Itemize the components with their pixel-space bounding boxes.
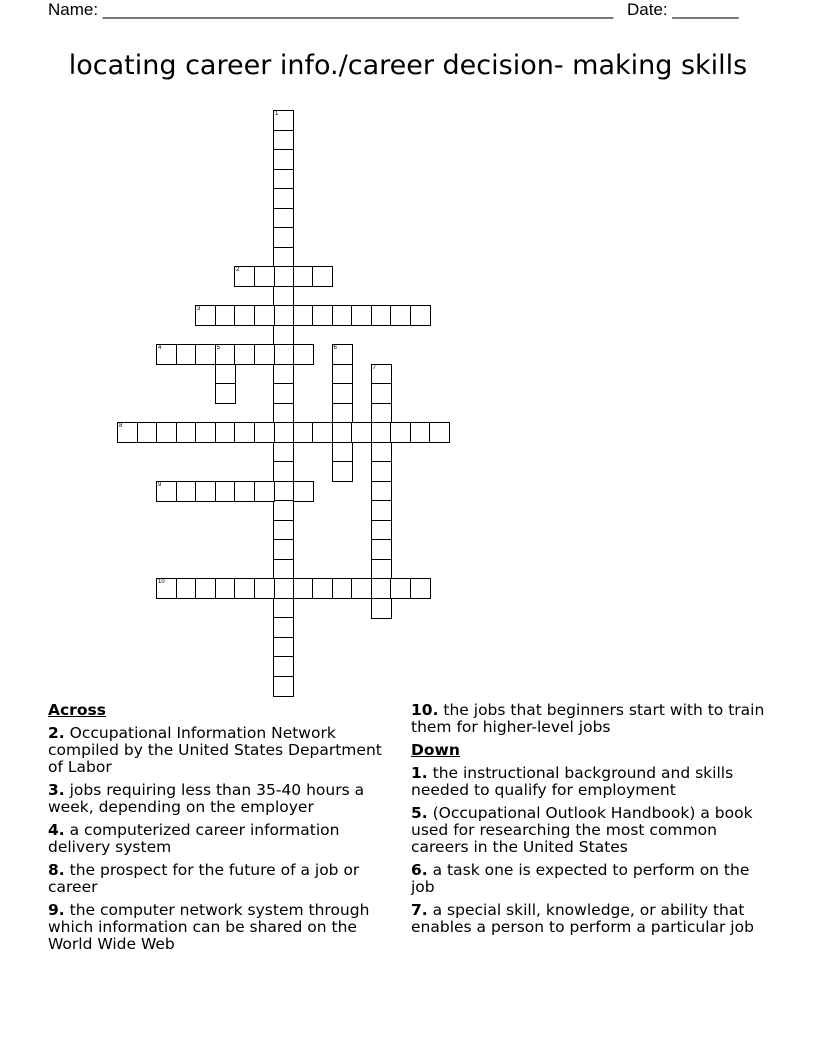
grid-cell[interactable] bbox=[273, 403, 294, 424]
grid-cell[interactable] bbox=[215, 344, 236, 365]
grid-cell[interactable] bbox=[293, 422, 314, 443]
grid-cell[interactable] bbox=[234, 481, 255, 502]
grid-cell[interactable] bbox=[215, 481, 236, 502]
clue-text: (Occupational Outlook Handbook) a book used for researching the most common careers in the United States bbox=[411, 804, 753, 856]
grid-cell[interactable] bbox=[273, 598, 294, 619]
across-heading: Across bbox=[48, 701, 106, 719]
grid-cell[interactable] bbox=[215, 578, 236, 599]
grid-cell[interactable] bbox=[273, 266, 294, 287]
cell-number: 1 bbox=[275, 111, 279, 117]
puzzle-title: locating career info./career decision- making skills bbox=[68, 50, 748, 81]
clue-down-7 bbox=[411, 902, 771, 936]
clue-number: 7. bbox=[411, 901, 428, 919]
grid-cell[interactable] bbox=[215, 422, 236, 443]
clue-text: the jobs that beginners start with to train them for higher-level jobs bbox=[411, 701, 765, 736]
grid-cell[interactable] bbox=[273, 208, 294, 229]
clue-number: 4. bbox=[48, 821, 65, 839]
cell-number: 9 bbox=[158, 481, 162, 488]
grid-cell[interactable] bbox=[273, 676, 294, 697]
grid-cell[interactable] bbox=[351, 422, 372, 443]
grid-cell[interactable] bbox=[371, 520, 392, 541]
clue-across-9 bbox=[48, 902, 398, 953]
clue-across-10 bbox=[411, 702, 771, 736]
clue-text: the instructional background and skills needed to qualify for employment bbox=[411, 764, 734, 799]
grid-cell[interactable] bbox=[293, 481, 314, 502]
grid-cell[interactable] bbox=[156, 481, 177, 502]
grid-cell[interactable] bbox=[410, 305, 431, 326]
grid-cell[interactable] bbox=[254, 266, 275, 287]
grid-cell[interactable] bbox=[332, 403, 353, 424]
clue-across-3 bbox=[48, 782, 398, 816]
grid-cell[interactable] bbox=[332, 364, 353, 385]
grid-cell[interactable] bbox=[215, 364, 236, 385]
grid-cell[interactable] bbox=[273, 500, 294, 521]
clue-across-2 bbox=[48, 725, 398, 776]
grid-cell[interactable] bbox=[371, 500, 392, 521]
grid-cell[interactable] bbox=[390, 578, 411, 599]
clue-text: the prospect for the future of a job or career bbox=[48, 861, 360, 896]
grid-cell[interactable] bbox=[215, 305, 236, 326]
grid-cell[interactable] bbox=[371, 442, 392, 463]
grid-cell[interactable] bbox=[293, 266, 314, 287]
grid-cell[interactable] bbox=[176, 422, 197, 443]
grid-cell[interactable] bbox=[273, 539, 294, 560]
grid-cell[interactable] bbox=[254, 305, 275, 326]
clue-text: the computer network system through which information can be shared on the World Wide Web bbox=[48, 901, 370, 953]
grid-cell[interactable] bbox=[332, 422, 353, 443]
clue-number: 2. bbox=[48, 724, 65, 742]
cell-number: 10 bbox=[158, 579, 165, 585]
grid-cell[interactable] bbox=[293, 344, 314, 365]
grid-cell[interactable] bbox=[429, 422, 450, 443]
clue-down-6 bbox=[411, 862, 771, 896]
clue-text: Occupational Information Network compiled by the United States Department of Labor bbox=[48, 724, 382, 776]
grid-cell[interactable] bbox=[254, 422, 275, 443]
clue-number: 1. bbox=[411, 764, 428, 782]
clue-down-5 bbox=[411, 805, 771, 856]
grid-cell[interactable] bbox=[312, 305, 333, 326]
grid-cell[interactable] bbox=[273, 578, 294, 599]
grid-cell[interactable] bbox=[371, 598, 392, 619]
grid-cell[interactable] bbox=[273, 559, 294, 580]
grid-cell[interactable] bbox=[371, 305, 392, 326]
grid-cell[interactable] bbox=[332, 305, 353, 326]
grid-cell[interactable] bbox=[195, 481, 216, 502]
grid-cell[interactable] bbox=[156, 422, 177, 443]
grid-cell[interactable] bbox=[273, 110, 294, 131]
grid-cell[interactable] bbox=[371, 403, 392, 424]
grid-cell[interactable] bbox=[273, 520, 294, 541]
grid-cell[interactable] bbox=[371, 578, 392, 599]
grid-cell[interactable] bbox=[332, 461, 353, 482]
clue-down-1 bbox=[411, 765, 771, 799]
clue-number: 6. bbox=[411, 861, 428, 879]
grid-cell[interactable] bbox=[410, 422, 431, 443]
clue-text: a computerized career information delivery system bbox=[48, 821, 340, 856]
grid-cell[interactable] bbox=[332, 442, 353, 463]
grid-cell[interactable] bbox=[332, 578, 353, 599]
grid-cell[interactable] bbox=[273, 344, 294, 365]
clue-across-4 bbox=[48, 822, 398, 856]
clue-number: 9. bbox=[48, 901, 65, 919]
grid-cell[interactable] bbox=[137, 422, 158, 443]
grid-cell[interactable] bbox=[273, 383, 294, 404]
grid-cell[interactable] bbox=[234, 305, 255, 326]
grid-cell[interactable] bbox=[195, 344, 216, 365]
grid-cell[interactable] bbox=[176, 344, 197, 365]
grid-cell[interactable] bbox=[273, 656, 294, 677]
cell-number: 5 bbox=[216, 345, 220, 351]
down-heading: Down bbox=[411, 741, 460, 759]
grid-cell[interactable] bbox=[371, 559, 392, 580]
grid-cell[interactable] bbox=[351, 578, 372, 599]
grid-cell[interactable] bbox=[410, 578, 431, 599]
grid-cell[interactable] bbox=[234, 344, 255, 365]
grid-cell[interactable] bbox=[273, 188, 294, 209]
grid-cell[interactable] bbox=[273, 325, 294, 346]
grid-cell[interactable] bbox=[312, 578, 333, 599]
grid-cell[interactable] bbox=[371, 364, 392, 385]
cell-number: 6 bbox=[333, 345, 337, 351]
grid-cell[interactable] bbox=[273, 247, 294, 268]
grid-cell[interactable] bbox=[371, 539, 392, 560]
grid-cell[interactable] bbox=[273, 637, 294, 658]
clue-number: 5. bbox=[411, 804, 428, 822]
grid-cell[interactable] bbox=[215, 383, 236, 404]
name-field-line: Name: ______________________________________________________ bbox=[48, 0, 614, 19]
grid-cell[interactable] bbox=[273, 130, 294, 151]
cell-number: 4 bbox=[158, 345, 162, 351]
clues-column-right bbox=[411, 702, 771, 942]
grid-cell[interactable] bbox=[273, 442, 294, 463]
grid-cell[interactable] bbox=[176, 578, 197, 599]
grid-cell[interactable] bbox=[273, 461, 294, 482]
grid-cell[interactable] bbox=[156, 344, 177, 365]
clue-text: a task one is expected to perform on the job bbox=[411, 861, 750, 896]
clue-text: a special skill, knowledge, or ability that enables a person to perform a particular job bbox=[411, 901, 754, 936]
grid-cell[interactable] bbox=[273, 422, 294, 443]
clue-number: 8. bbox=[48, 861, 65, 879]
grid-cell[interactable] bbox=[254, 578, 275, 599]
grid-cell[interactable] bbox=[234, 578, 255, 599]
cell-number: 7 bbox=[372, 364, 376, 371]
cell-number: 3 bbox=[197, 306, 201, 312]
grid-cell[interactable] bbox=[195, 422, 216, 443]
clues-column-left bbox=[48, 702, 398, 959]
grid-cell[interactable] bbox=[332, 344, 353, 365]
clue-number: 10. bbox=[411, 701, 439, 719]
grid-cell[interactable] bbox=[371, 461, 392, 482]
grid-cell[interactable] bbox=[273, 305, 294, 326]
grid-cell[interactable] bbox=[156, 578, 177, 599]
grid-cell[interactable] bbox=[234, 266, 255, 287]
grid-cell[interactable] bbox=[195, 305, 216, 326]
grid-cell[interactable] bbox=[234, 422, 255, 443]
grid-cell[interactable] bbox=[195, 578, 216, 599]
grid-cell[interactable] bbox=[254, 344, 275, 365]
grid-cell[interactable] bbox=[273, 481, 294, 502]
cell-number: 2 bbox=[236, 267, 240, 273]
grid-cell[interactable] bbox=[273, 286, 294, 307]
grid-cell[interactable] bbox=[332, 383, 353, 404]
grid-cell[interactable] bbox=[273, 149, 294, 170]
grid-cell[interactable] bbox=[351, 305, 372, 326]
grid-cell[interactable] bbox=[371, 422, 392, 443]
grid-cell[interactable] bbox=[371, 481, 392, 502]
grid-cell[interactable] bbox=[273, 364, 294, 385]
grid-cell[interactable] bbox=[312, 266, 333, 287]
grid-cell[interactable] bbox=[390, 305, 411, 326]
grid-cell[interactable] bbox=[117, 422, 138, 443]
clue-text: jobs requiring less than 35-40 hours a week, depending on the employer bbox=[48, 781, 365, 816]
grid-cell[interactable] bbox=[254, 481, 275, 502]
grid-cell[interactable] bbox=[273, 617, 294, 638]
grid-cell[interactable] bbox=[371, 383, 392, 404]
grid-cell[interactable] bbox=[293, 305, 314, 326]
grid-cell[interactable] bbox=[312, 422, 333, 443]
clue-number: 3. bbox=[48, 781, 65, 799]
clue-across-8 bbox=[48, 862, 398, 896]
grid-cell[interactable] bbox=[176, 481, 197, 502]
grid-cell[interactable] bbox=[273, 169, 294, 190]
date-field-line: Date: _______ bbox=[627, 0, 739, 19]
grid-cell[interactable] bbox=[273, 227, 294, 248]
grid-cell[interactable] bbox=[390, 422, 411, 443]
cell-number: 8 bbox=[119, 423, 123, 429]
grid-cell[interactable] bbox=[293, 578, 314, 599]
